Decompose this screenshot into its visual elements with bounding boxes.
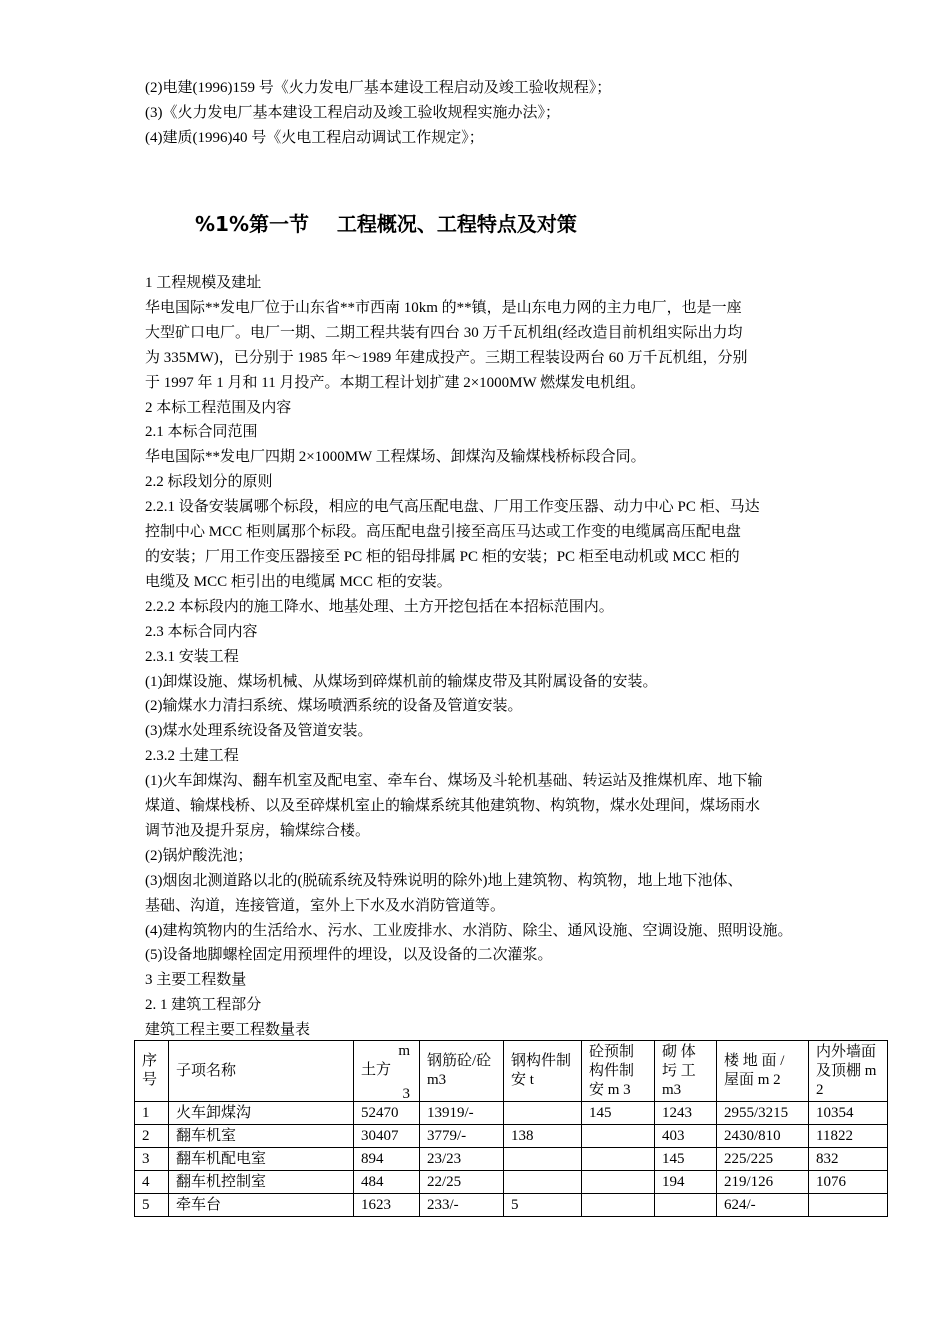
text-line: (4)建构筑物内的生活给水、污水、工业废排水、水消防、除尘、通风设施、空调设施、照明设施。 xyxy=(145,922,793,939)
text-line: 华电国际**发电厂四期 2×1000MW 工程煤场、卸煤沟及输煤栈桥标段合同。 xyxy=(145,449,646,466)
text-line: 电缆及 MCC 柜引出的电缆属 MCC 柜的安装。 xyxy=(145,573,452,590)
cell-floor: 225/225 xyxy=(717,1148,809,1171)
cell-name: 翻车机室 xyxy=(169,1125,354,1148)
table-row xyxy=(135,1194,888,1217)
text-line: 2.3.2 土建工程 xyxy=(145,748,239,765)
cell-wall: 11822 xyxy=(809,1125,888,1148)
text-line: 为 335MW)，已分别于 1985 年～1989 年建成投产。三期工程装设两台 60 万千瓦机组，分别 xyxy=(145,349,748,366)
cell-precast: 145 xyxy=(582,1102,655,1125)
text-line: 2. 1 建筑工程部分 xyxy=(145,997,262,1014)
text-line: 调节池及提升泵房，输煤综合楼。 xyxy=(145,822,371,839)
cell-name: 翻车机配电室 xyxy=(169,1148,354,1171)
section-title: %1%第一节 工程概况、工程特点及对策 xyxy=(195,212,577,236)
cell-earthwork: 30407 xyxy=(354,1125,420,1148)
header-rebar-concrete: 钢筋砼/砼 m3 xyxy=(420,1041,504,1102)
text-line: 大型矿口电厂。电厂一期、二期工程共装有四台 30 万千瓦机组(经改造目前机组实际出力均 xyxy=(145,324,743,341)
cell-precast xyxy=(582,1148,655,1171)
cell-seq: 4 xyxy=(135,1171,169,1194)
cell-masonry: 1243 xyxy=(655,1102,717,1125)
table-row xyxy=(135,1171,888,1194)
header-name: 子项名称 xyxy=(169,1041,354,1102)
header-precast: 砼预制构件制安 m 3 xyxy=(582,1041,655,1102)
cell-precast xyxy=(582,1125,655,1148)
text-line: 1 工程规模及建址 xyxy=(145,275,262,291)
table-row xyxy=(135,1102,888,1125)
cell-name: 牵车台 xyxy=(169,1194,354,1217)
text-line: 2 本标工程范围及内容 xyxy=(145,399,292,416)
header-earthwork-label: 土方 xyxy=(361,1062,392,1078)
cell-floor: 2430/810 xyxy=(717,1125,809,1148)
cell-rebar: 3779/- xyxy=(420,1125,504,1148)
reference-item: (4)建质(1996)40 号《火电工程启动调试工作规定》； xyxy=(145,130,484,146)
cell-wall xyxy=(809,1194,888,1217)
text-line: 煤道、输煤栈桥、以及至碎煤机室止的输煤系统其他建筑物、构筑物，煤水处理间，煤场雨水 xyxy=(145,798,761,815)
cell-steel xyxy=(504,1148,582,1171)
text-line: 3 主要工程数量 xyxy=(145,972,247,989)
text-line: (2)输煤水力清扫系统、煤场喷洒系统的设备及管道安装。 xyxy=(145,698,523,715)
text-line: 2.1 本标合同范围 xyxy=(145,424,258,441)
cell-wall: 1076 xyxy=(809,1171,888,1194)
cell-steel: 5 xyxy=(504,1194,582,1217)
text-line: 建筑工程主要工程数量表 xyxy=(145,1022,311,1039)
cell-wall: 832 xyxy=(809,1148,888,1171)
reference-list xyxy=(145,76,611,151)
cell-floor: 624/- xyxy=(717,1194,809,1217)
table-row xyxy=(135,1125,888,1148)
cell-earthwork: 484 xyxy=(354,1171,420,1194)
text-line: (3)烟囱北测道路以北的(脱硫系统及特殊说明的除外)地上建筑物、构筑物，地上地下池体、 xyxy=(145,872,743,889)
cell-masonry: 403 xyxy=(655,1125,717,1148)
cell-masonry xyxy=(655,1194,717,1217)
cell-steel: 138 xyxy=(504,1125,582,1148)
cell-rebar: 22/25 xyxy=(420,1171,504,1194)
cell-precast xyxy=(582,1171,655,1194)
cell-precast xyxy=(582,1194,655,1217)
cell-earthwork: 1623 xyxy=(354,1194,420,1217)
header-seq: 序号 xyxy=(135,1041,169,1102)
header-steel: 钢构件制安 t xyxy=(504,1041,582,1102)
body-text xyxy=(145,271,825,1043)
reference-item: (3)《火力发电厂基本建设工程启动及竣工验收规程实施办法》； xyxy=(145,105,560,121)
cell-rebar: 13919/- xyxy=(420,1102,504,1125)
header-earthwork-exp: 3 xyxy=(402,1086,410,1102)
text-line: (1)火车卸煤沟、翻车机室及配电室、牵车台、煤场及斗轮机基础、转运站及推煤机库、地下输 xyxy=(145,773,763,790)
cell-earthwork: 894 xyxy=(354,1148,420,1171)
text-line: 控制中心 MCC 柜则属那个标段。高压配电盘引接至高压马达或工作变的电缆属高压配电盘 xyxy=(145,524,741,541)
cell-steel xyxy=(504,1171,582,1194)
cell-steel xyxy=(504,1102,582,1125)
text-line: 2.2.1 设备安装属哪个标段，相应的电气高压配电盘、厂用工作变压器、动力中心 PC 柜、马达 xyxy=(145,499,760,516)
cell-earthwork: 52470 xyxy=(354,1102,420,1125)
cell-masonry: 194 xyxy=(655,1171,717,1194)
text-line: 基础、沟道，连接管道，室外上下水及水消防管道等。 xyxy=(145,897,506,914)
text-line: 2.3.1 安装工程 xyxy=(145,648,239,665)
text-line: 于 1997 年 1 月和 11 月投产。本期工程计划扩建 2×1000MW 燃煤发电机组。 xyxy=(145,374,646,391)
text-line: (5)设备地脚螺栓固定用预埋件的埋设，以及设备的二次灌浆。 xyxy=(145,947,553,964)
text-line: 2.2 标段划分的原则 xyxy=(145,474,273,491)
cell-seq: 1 xyxy=(135,1102,169,1125)
reference-item: (2)电建(1996)159 号《火力发电厂基本建设工程启动及竣工验收规程》； xyxy=(145,80,612,96)
header-earthwork xyxy=(354,1041,420,1102)
cell-rebar: 233/- xyxy=(420,1194,504,1217)
text-line: (2)锅炉酸洗池； xyxy=(145,847,253,864)
cell-seq: 3 xyxy=(135,1148,169,1171)
text-line: 2.3 本标合同内容 xyxy=(145,623,258,640)
text-line: (1)卸煤设施、煤场机械、从煤场到碎煤机前的输煤皮带及其附属设备的安装。 xyxy=(145,673,658,690)
header-floor: 楼 地 面 / 屋面 m 2 xyxy=(717,1041,809,1102)
cell-name: 翻车机控制室 xyxy=(169,1171,354,1194)
text-line: 的安装；厂用工作变压器接至 PC 柜的铝母排属 PC 柜的安装；PC 柜至电动机或 MCC 柜的 xyxy=(145,548,740,565)
cell-seq: 2 xyxy=(135,1125,169,1148)
cell-floor: 219/126 xyxy=(717,1171,809,1194)
cell-floor: 2955/3215 xyxy=(717,1102,809,1125)
table-row xyxy=(135,1148,888,1171)
header-wall: 内外墙面及顶棚 m 2 xyxy=(809,1041,888,1102)
text-line: 华电国际**发电厂位于山东省**市西南 10km 的**镇，是山东电力网的主力电厂，也是一座 xyxy=(145,299,742,316)
header-earthwork-unit: m xyxy=(398,1043,410,1059)
cell-masonry: 145 xyxy=(655,1148,717,1171)
cell-rebar: 23/23 xyxy=(420,1148,504,1171)
header-masonry: 砌 体 圬 工 m3 xyxy=(655,1041,717,1102)
text-line: (3)煤水处理系统设备及管道安装。 xyxy=(145,723,373,740)
cell-wall: 10354 xyxy=(809,1102,888,1125)
cell-seq: 5 xyxy=(135,1194,169,1217)
table-header-row xyxy=(135,1041,888,1102)
cell-name: 火车卸煤沟 xyxy=(169,1102,354,1125)
quantity-table xyxy=(134,1040,888,1217)
text-line: 2.2.2 本标段内的施工降水、地基处理、土方开挖包括在本招标范围内。 xyxy=(145,598,614,615)
